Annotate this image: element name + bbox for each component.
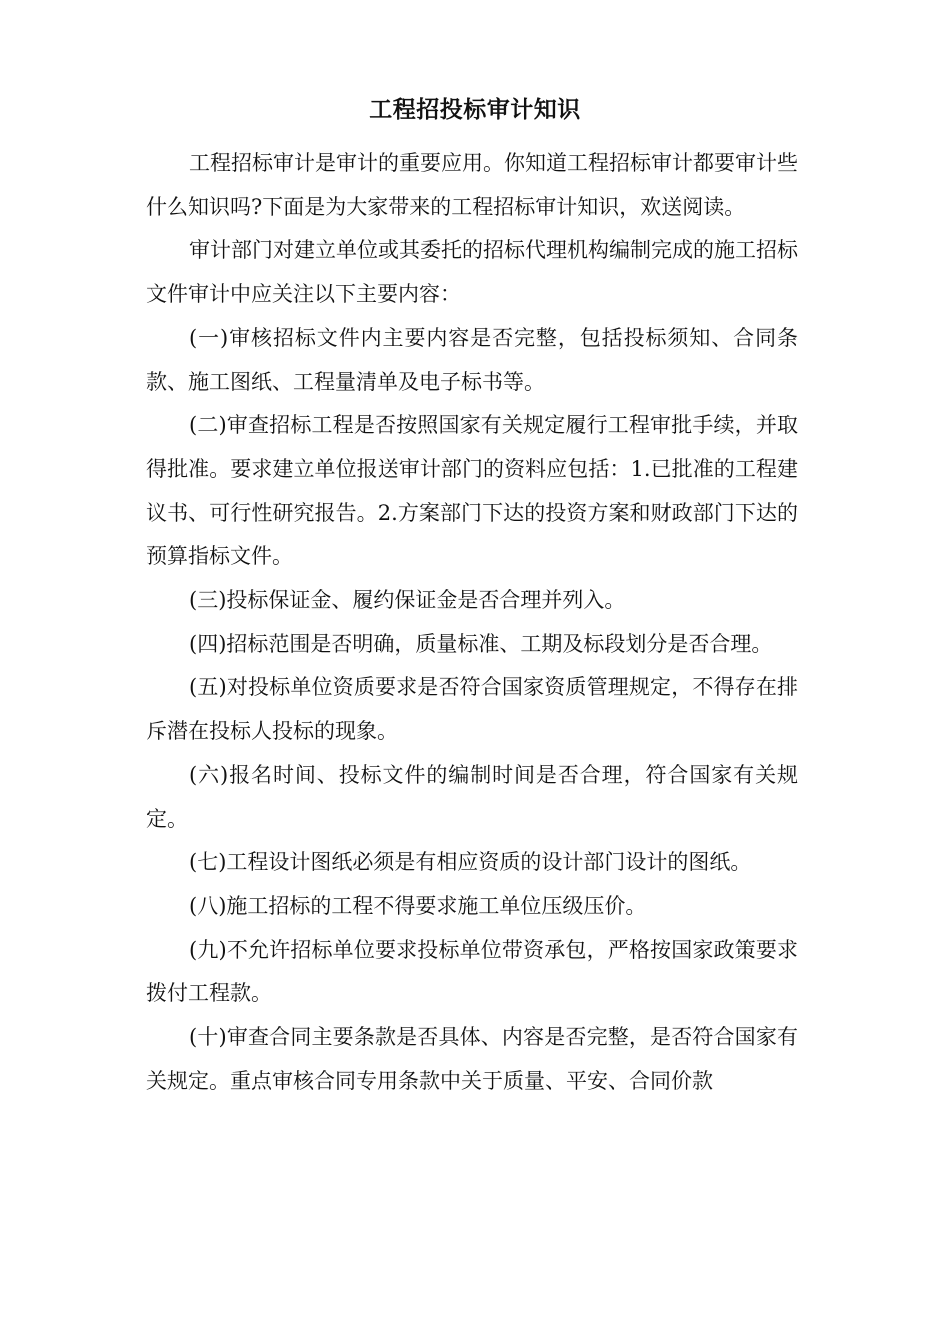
paragraph-item-6: (六)报名时间、投标文件的编制时间是否合理，符合国家有关规定。 xyxy=(146,762,798,831)
document-body xyxy=(146,142,798,1103)
paragraph-item-4: (四)招标范围是否明确，质量标准、工期及标段划分是否合理。 xyxy=(189,631,773,656)
paragraph-item-3: (三)投标保证金、履约保证金是否合理并列入。 xyxy=(189,588,626,613)
document-title: 工程招投标审计知识 xyxy=(369,96,581,123)
paragraph-item-1: (一)审核招标文件内主要内容是否完整，包括投标须知、合同条款、施工图纸、工程量清单及电子标书等。 xyxy=(146,325,798,394)
paragraph-item-2: (二)审查招标工程是否按照国家有关规定履行工程审批手续，并取得批准。要求建立单位报送审计部门的资料应包括：1.已批准的工程建议书、可行性研究报告。2.方案部门下达的投资方案和财政部门下达的预算指标文件。 xyxy=(146,413,798,569)
paragraph-item-8: (八)施工招标的工程不得要求施工单位压级压价。 xyxy=(189,893,647,918)
paragraph-item-9: (九)不允许招标单位要求投标单位带资承包，严格按国家政策要求拨付工程款。 xyxy=(146,937,798,1006)
paragraph-item-7: (七)工程设计图纸必须是有相应资质的设计部门设计的图纸。 xyxy=(189,850,752,875)
paragraph-audit-scope: 审计部门对建立单位或其委托的招标代理机构编制完成的施工招标文件审计中应关注以下主要内容： xyxy=(146,238,798,307)
paragraph-intro: 工程招标审计是审计的重要应用。你知道工程招标审计都要审计些什么知识吗?下面是为大家带来的工程招标审计知识，欢送阅读。 xyxy=(146,151,798,219)
paragraph-item-5: (五)对投标单位资质要求是否符合国家资质管理规定，不得存在排斥潜在投标人投标的现象。 xyxy=(146,675,798,744)
paragraph-item-10: (十)审查合同主要条款是否具体、内容是否完整，是否符合国家有关规定。重点审核合同专用条款中关于质量、平安、合同价款 xyxy=(146,1025,798,1093)
